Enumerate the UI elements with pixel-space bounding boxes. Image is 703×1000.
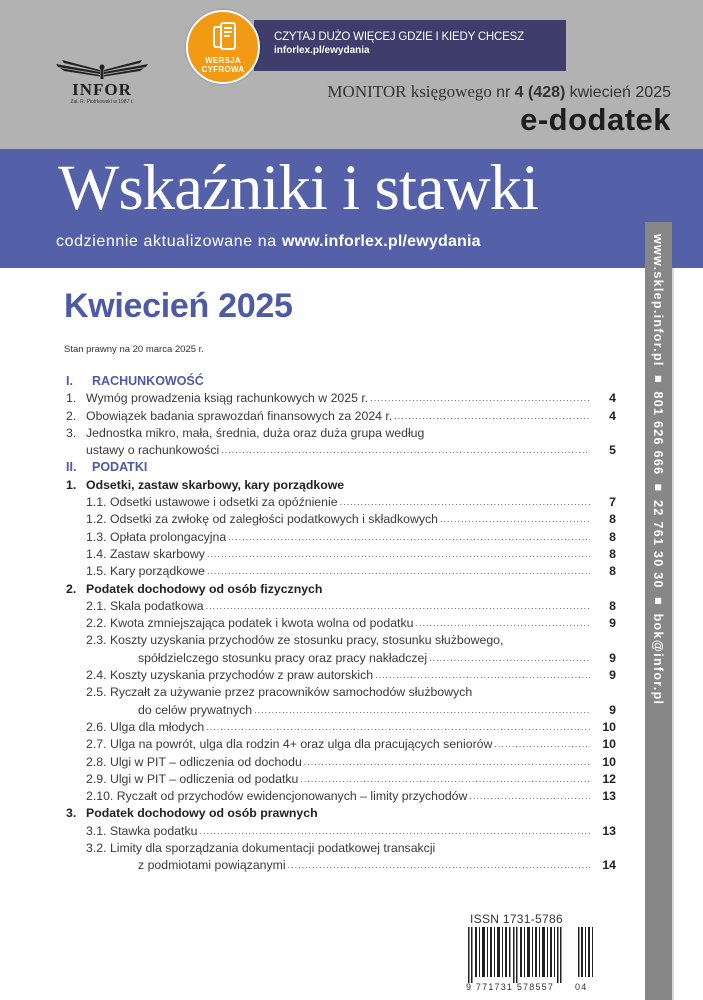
toc-section[interactable] xyxy=(66,459,616,476)
toc-number: 2.2. xyxy=(86,616,107,631)
dot-leader xyxy=(375,667,590,684)
dot-leader xyxy=(199,823,590,840)
toc-subitem-continuation[interactable] xyxy=(66,702,616,719)
toc-number: 1.1. xyxy=(86,495,107,510)
toc-page-number: 8 xyxy=(609,529,616,544)
toc-number: 1. xyxy=(66,477,77,492)
toc-title: Odsetki za zwłokę od zaległości podatkowych i składkowych xyxy=(109,512,439,527)
dot-leader xyxy=(206,719,590,736)
toc-page-number: 13 xyxy=(602,823,616,838)
toc-title: PODATKI xyxy=(92,460,148,475)
toc-title: Odsetki ustawowe i odsetki za opóźnienie xyxy=(109,495,338,510)
toc-title: Kwota zmniejszająca podatek i kwota wolna od podatku xyxy=(109,616,414,631)
dot-leader xyxy=(370,390,590,407)
issn-label: ISSN 1731-5786 xyxy=(470,912,563,926)
toc-title: Podatek dochodowy od osób fizycznych xyxy=(86,581,323,596)
toc-subitem[interactable] xyxy=(66,563,616,580)
magazine-name: MONITOR księgowego xyxy=(327,82,492,101)
toc-title: Wymóg prowadzenia ksiąg rachunkowych w 2025 r. xyxy=(86,391,369,406)
toc-item-continuation[interactable] xyxy=(66,442,616,459)
toc-number: 2.7. xyxy=(86,737,107,752)
toc-chapter[interactable] xyxy=(66,581,616,598)
toc-title: ustawy o rachunkowości xyxy=(86,443,220,458)
dot-leader xyxy=(304,754,590,771)
dot-leader xyxy=(221,442,590,459)
toc-title: Ryczałt od przychodów ewidencjonowanych – limity przychodów xyxy=(116,789,468,804)
toc-subitem[interactable] xyxy=(66,598,616,615)
toc-title: spółdzielczego stosunku pracy oraz pracy nakładczej xyxy=(138,650,428,665)
toc-title: Jednostka mikro, mała, średnia, duża oraz duża grupa według xyxy=(86,425,425,440)
barcode-number: 9 771731 578557 xyxy=(466,982,555,992)
page-title: Wskaźniki i stawki xyxy=(58,152,539,224)
toc-number: 2. xyxy=(66,581,77,596)
toc-subitem-continuation[interactable] xyxy=(66,857,616,874)
toc-page-number: 8 xyxy=(609,546,616,561)
toc-number: 2.3. xyxy=(86,633,107,648)
toc-number: 2.6. xyxy=(86,719,107,734)
toc-subitem[interactable] xyxy=(66,667,616,684)
toc-number: 3. xyxy=(66,425,77,440)
toc-subitem[interactable] xyxy=(66,823,616,840)
toc-number: 2.5. xyxy=(86,685,107,700)
dot-leader xyxy=(415,615,590,632)
toc-subitem[interactable] xyxy=(66,511,616,528)
toc-title: Ryczałt za używanie przez pracowników samochodów służbowych xyxy=(109,685,473,700)
toc-page-number: 9 xyxy=(609,616,616,631)
toc-number: 3.2. xyxy=(86,841,107,856)
toc-title: Ulgi w PIT – odliczenia od dochodu xyxy=(109,754,302,769)
toc-title: Zastaw skarbowy xyxy=(109,546,205,561)
toc-subitem[interactable] xyxy=(66,788,616,805)
toc-page-number: 7 xyxy=(609,495,616,510)
toc-page-number: 10 xyxy=(602,737,616,752)
toc-title: Ulga dla młodych xyxy=(109,719,205,734)
toc-number: 2.1. xyxy=(86,598,107,613)
toc-page-number: 8 xyxy=(609,512,616,527)
legal-state-note: Stan prawny na 20 marca 2025 r. xyxy=(64,344,204,355)
dot-leader xyxy=(206,598,590,615)
toc-title: Obowiązek badania sprawozdań finansowych za 2024 r. xyxy=(86,408,393,423)
toc-number: 1. xyxy=(66,391,77,406)
edition-label: e-dodatek xyxy=(520,102,671,137)
toc-subitem[interactable] xyxy=(66,840,616,857)
table-of-contents xyxy=(66,373,616,875)
toc-subitem[interactable] xyxy=(66,736,616,753)
toc-title: Limity dla sporządzania dokumentacji podatkowej transakcji xyxy=(109,841,436,856)
dot-leader xyxy=(300,771,590,788)
toc-subitem[interactable] xyxy=(66,771,616,788)
toc-page-number: 9 xyxy=(609,650,616,665)
dot-leader xyxy=(494,736,590,753)
toc-page-number: 9 xyxy=(609,702,616,717)
toc-title: Koszty uzyskania przychodów ze stosunku pracy, stosunku służbowego, xyxy=(109,633,504,648)
promo-banner[interactable] xyxy=(254,20,566,71)
dot-leader xyxy=(207,563,590,580)
toc-number: 1.3. xyxy=(86,529,107,544)
toc-number: 2.10. xyxy=(86,789,114,804)
toc-number: I. xyxy=(66,374,73,388)
toc-subitem[interactable] xyxy=(66,684,616,701)
toc-subitem-continuation[interactable] xyxy=(66,650,616,667)
toc-chapter[interactable] xyxy=(66,477,616,494)
toc-page-number: 4 xyxy=(609,408,616,423)
logo-name: INFOR xyxy=(72,80,132,99)
toc-number: 2.9. xyxy=(86,771,107,786)
toc-item[interactable] xyxy=(66,425,616,442)
toc-title: RACHUNKOWOŚĆ xyxy=(92,374,204,388)
dot-leader xyxy=(254,702,590,719)
dot-leader xyxy=(429,650,590,667)
digital-version-badge[interactable] xyxy=(186,10,260,84)
issue-number: 4 (428) xyxy=(514,84,566,101)
toc-number: 1.4. xyxy=(86,546,107,561)
toc-page-number: 8 xyxy=(609,598,616,613)
toc-number: 1.5. xyxy=(86,564,107,579)
dot-leader xyxy=(340,494,590,511)
contact-info: www.sklep.infor.pl ■ 801 626 666 ■ 22 761 30 30 ■ bok@infor.pl xyxy=(651,234,665,706)
month-heading: Kwiecień 2025 xyxy=(64,287,293,325)
toc-page-number: 9 xyxy=(609,668,616,683)
barcode-addon: 04 xyxy=(575,982,588,992)
toc-page-number: 5 xyxy=(609,443,616,458)
toc-page-number: 14 xyxy=(602,858,616,873)
toc-section[interactable] xyxy=(66,373,616,390)
toc-subitem[interactable] xyxy=(66,632,616,649)
dot-leader xyxy=(440,511,590,528)
badge-text: WERSJA CYFROWA xyxy=(201,56,245,74)
toc-subitem[interactable] xyxy=(66,615,616,632)
toc-number: 3. xyxy=(66,806,77,821)
issue-info: MONITOR księgowego nr 4 (428) kwiecień 2025 xyxy=(327,82,671,101)
toc-title: Skala podatkowa xyxy=(109,598,204,613)
toc-subitem[interactable] xyxy=(66,719,616,736)
toc-subitem[interactable] xyxy=(66,494,616,511)
toc-title: Kary porządkowe xyxy=(109,564,205,579)
toc-title: Opłata prolongacyjna xyxy=(109,529,227,544)
wings-icon xyxy=(54,58,150,80)
toc-title: z podmiotami powiązanymi xyxy=(138,858,286,873)
dot-leader xyxy=(207,546,590,563)
toc-number: II. xyxy=(66,460,77,475)
tablet-icon xyxy=(213,22,237,52)
toc-page-number: 10 xyxy=(602,754,616,769)
toc-number: 3.1. xyxy=(86,823,107,838)
toc-item[interactable] xyxy=(66,390,616,407)
ewydania-link[interactable]: www.inforlex.pl/ewydania xyxy=(281,233,481,250)
toc-title: Odsetki, zastaw skarbowy, kary porządkowe xyxy=(86,477,345,492)
toc-page-number: 10 xyxy=(602,719,616,734)
toc-subitem[interactable] xyxy=(66,754,616,771)
toc-number: 1.2. xyxy=(86,512,107,527)
toc-subitem[interactable] xyxy=(66,529,616,546)
logo-subtitle: Zał. R. Piotrkowski w 1987 r. xyxy=(70,99,134,105)
dot-leader xyxy=(469,788,590,805)
toc-title: Stawka podatku xyxy=(109,823,198,838)
promo-tagline: CZYTAJ DUŻO WIĘCEJ GDZIE I KIEDY CHCESZ xyxy=(274,31,524,43)
toc-subitem[interactable] xyxy=(66,546,616,563)
promo-link[interactable]: inforlex.pl/ewydania xyxy=(274,45,370,56)
toc-page-number: 12 xyxy=(602,771,616,786)
sidebar-edge xyxy=(672,268,674,1000)
toc-number: 2.4. xyxy=(86,668,107,683)
toc-title: Ulga na powrót, ulga dla rodzin 4+ oraz ulga dla pracujących seniorów xyxy=(109,737,493,752)
dot-leader xyxy=(394,408,590,425)
toc-item[interactable] xyxy=(66,408,616,425)
toc-title: Ulgi w PIT – odliczenia od podatku xyxy=(109,771,299,786)
toc-page-number: 8 xyxy=(609,564,616,579)
dot-leader xyxy=(288,857,590,874)
toc-page-number: 4 xyxy=(609,391,616,406)
toc-page-number: 13 xyxy=(602,789,616,804)
toc-number: 2.8. xyxy=(86,754,107,769)
title-subtitle: codziennie aktualizowane na www.inforlex.pl/ewydania xyxy=(56,233,481,250)
barcode-icon xyxy=(468,927,608,983)
dot-leader xyxy=(228,529,590,546)
infor-logo xyxy=(52,58,152,108)
toc-title: Koszty uzyskania przychodów z praw autorskich xyxy=(109,668,374,683)
toc-title: do celów prywatnych xyxy=(138,702,253,717)
issue-date: kwiecień 2025 xyxy=(569,84,671,101)
toc-number: 2. xyxy=(66,408,77,423)
toc-title: Podatek dochodowy od osób prawnych xyxy=(86,806,318,821)
toc-chapter[interactable] xyxy=(66,805,616,822)
